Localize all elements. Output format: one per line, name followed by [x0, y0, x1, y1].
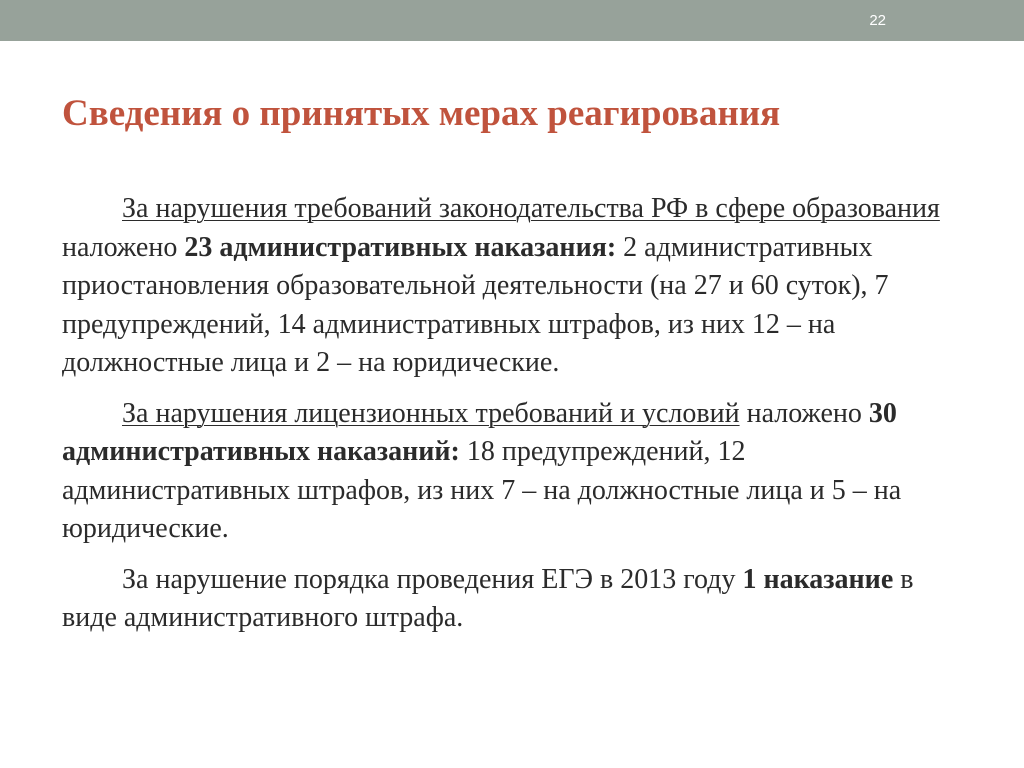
bold-count: 1 наказание [742, 563, 894, 595]
bold-count: 30 административных наказаний: [62, 397, 897, 467]
slide-number: 22 [869, 12, 886, 29]
paragraph-text: 2 административных приостановления образовательной деятельности (на 27 и 60 суток), 7 предупреждений, 14 административных штрафов, из них 12 – на должностные лица и 2 – на юридические. [62, 231, 889, 378]
paragraph-text: в виде административного штрафа. [62, 563, 914, 633]
bold-count: 23 административных наказания: [184, 231, 617, 263]
paragraph-text: 18 предупреждений, 12 административных штрафов, из них 7 – на должностные лица и 5 – на юридические. [62, 436, 902, 544]
paragraph-text: наложено [62, 231, 185, 263]
underlined-phrase: За нарушения требований законодательства РФ в сфере образования [122, 193, 940, 224]
slide-title: Сведения о принятых мерах реагирования [62, 93, 781, 134]
paragraph-license-violations [62, 395, 962, 549]
underlined-phrase: За нарушения лицензионных требований и условий [122, 397, 740, 429]
slide-body [62, 190, 962, 638]
paragraph-text: За нарушение порядка проведения ЕГЭ в 2013 году [122, 563, 743, 595]
paragraph-text: наложено [739, 397, 869, 429]
paragraph-education-violations [62, 190, 962, 383]
paragraph-exam-violations [62, 561, 962, 638]
top-bar [0, 0, 1024, 41]
